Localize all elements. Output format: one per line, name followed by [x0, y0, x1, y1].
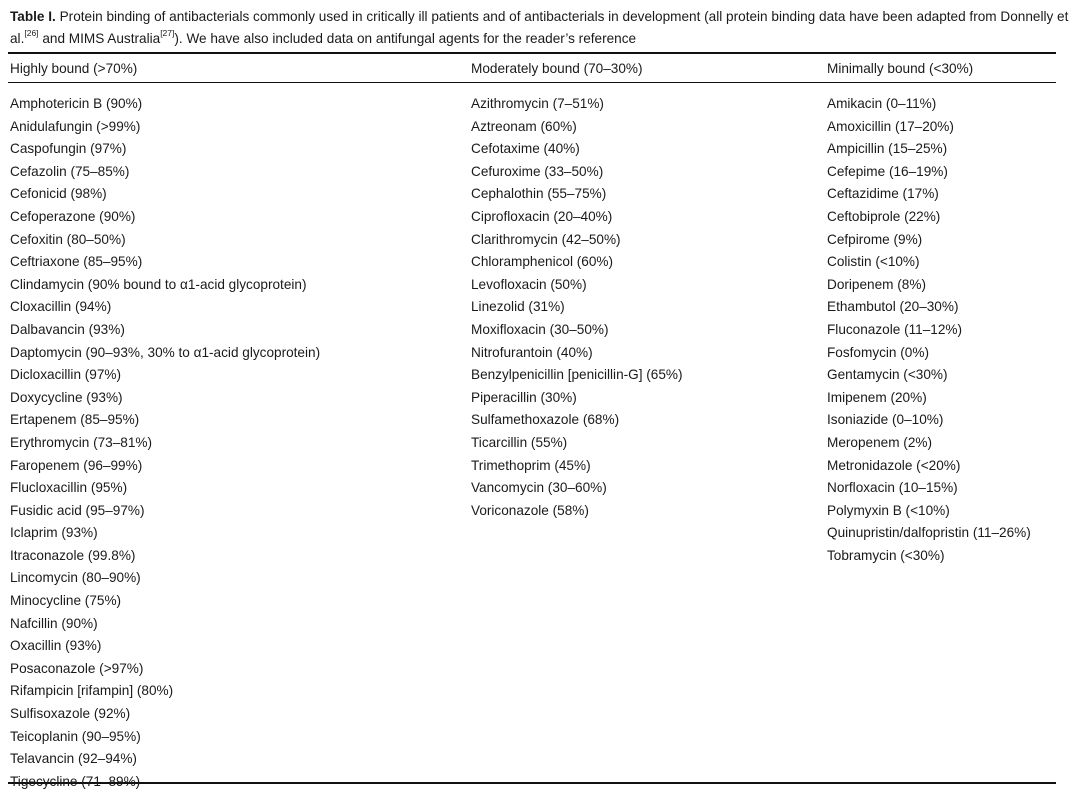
drug-entry: Isoniazide (0–10%): [827, 412, 944, 428]
reference-26[interactable]: [26]: [24, 28, 39, 39]
drug-entry: Linezolid (31%): [471, 299, 565, 315]
drug-entry: Cefoxitin (80–50%): [10, 231, 126, 247]
column-header-moderately-bound: Moderately bound (70–30%): [471, 61, 643, 76]
drug-entry: Ceftobiprole (22%): [827, 208, 941, 224]
drug-entry: Flucloxacillin (95%): [10, 480, 128, 496]
drug-entry: Gentamycin (<30%): [827, 367, 948, 383]
drug-entry: Lincomycin (80–90%): [10, 570, 141, 586]
drug-entry: Iclaprim (93%): [10, 525, 98, 541]
drug-list-moderately-bound: [471, 95, 683, 524]
drug-entry: Ticarcillin (55%): [471, 434, 568, 450]
drug-entry: Benzylpenicillin [penicillin-G] (65%): [471, 367, 683, 383]
drug-entry: Azithromycin (7–51%): [471, 96, 604, 111]
drug-entry: Metronidazole (<20%): [827, 457, 961, 473]
drug-entry: Rifampicin [rifampin] (80%): [10, 683, 174, 699]
drug-entry: Vancomycin (30–60%): [471, 480, 607, 496]
drug-entry: Ertapenem (85–95%): [10, 412, 140, 428]
drug-entry: Amikacin (0–11%): [827, 96, 937, 111]
drug-entry: Cefazolin (75–85%): [10, 163, 130, 179]
drug-entry: Sulfamethoxazole (68%): [471, 412, 620, 428]
drug-entry: Fosfomycin (0%): [827, 344, 929, 360]
drug-entry: Nafcillin (90%): [10, 615, 98, 631]
drug-entry: Dalbavancin (93%): [10, 321, 125, 337]
drug-entry: Clarithromycin (42–50%): [471, 231, 621, 247]
drug-entry: Clindamycin (90% bound to α1-acid glycoprotein): [10, 276, 307, 292]
drug-entry: Ciprofloxacin (20–40%): [471, 208, 613, 224]
table-caption: [10, 6, 1070, 50]
drug-entry: Cephalothin (55–75%): [471, 186, 607, 202]
drug-entry: Levofloxacin (50%): [471, 276, 587, 292]
drug-entry: Cefoperazone (90%): [10, 208, 136, 224]
reference-27[interactable]: [27]: [160, 28, 175, 39]
drug-entry: Amphotericin B (90%): [10, 96, 143, 111]
drug-entry: Tigecycline (71–89%): [10, 773, 141, 789]
table-label: Table I.: [10, 9, 56, 24]
drug-entry: Faropenem (96–99%): [10, 457, 143, 473]
drug-entry: Voriconazole (58%): [471, 502, 589, 518]
drug-entry: Telavancin (92–94%): [10, 751, 137, 767]
drug-entry: Aztreonam (60%): [471, 118, 577, 134]
drug-entry: Piperacillin (30%): [471, 389, 577, 405]
column-minimally-bound: [827, 59, 1031, 569]
drug-entry: Nitrofurantoin (40%): [471, 344, 593, 360]
drug-entry: Sulfisoxazole (92%): [10, 706, 131, 722]
drug-entry: Chloramphenicol (60%): [471, 254, 614, 270]
drug-entry: Dicloxacillin (97%): [10, 367, 122, 383]
drug-entry: Teicoplanin (90–95%): [10, 728, 141, 744]
drug-entry: Norfloxacin (10–15%): [827, 480, 958, 496]
drug-entry: Ceftazidime (17%): [827, 186, 939, 202]
drug-entry: Amoxicillin (17–20%): [827, 118, 954, 134]
column-moderately-bound: [471, 59, 683, 524]
column-header-highly-bound: Highly bound (>70%): [10, 61, 138, 76]
caption-text-a: Protein binding of antibacterials commonly used in critically ill patients and of antibacterials in development (all protein binding data have been adapted from Donnelly et al.: [10, 9, 1069, 46]
drug-entry: Anidulafungin (>99%): [10, 118, 141, 134]
drug-entry: Oxacillin (93%): [10, 638, 102, 654]
drug-list-highly-bound: [10, 95, 320, 795]
drug-entry: Cefepime (16–19%): [827, 163, 948, 179]
table-top-rule: [8, 52, 1056, 54]
drug-entry: Quinupristin/dalfopristin (11–26%): [827, 525, 1031, 541]
drug-entry: Minocycline (75%): [10, 593, 122, 609]
drug-entry: Cloxacillin (94%): [10, 299, 112, 315]
drug-entry: Fluconazole (11–12%): [827, 321, 963, 337]
caption-text-c: ). We have also included data on antifungal agents for the reader’s reference: [174, 31, 637, 46]
drug-entry: Polymyxin B (<10%): [827, 502, 950, 518]
drug-entry: Daptomycin (90–93%, 30% to α1-acid glycoprotein): [10, 344, 321, 360]
drug-entry: Caspofungin (97%): [10, 141, 127, 157]
drug-entry: Ethambutol (20–30%): [827, 299, 959, 315]
drug-entry: Itraconazole (99.8%): [10, 547, 136, 563]
drug-entry: Ampicillin (15–25%): [827, 141, 948, 157]
drug-entry: Trimethoprim (45%): [471, 457, 591, 473]
drug-entry: Doxycycline (93%): [10, 389, 123, 405]
drug-entry: Moxifloxacin (30–50%): [471, 321, 609, 337]
drug-entry: Cefotaxime (40%): [471, 141, 580, 157]
drug-entry: Cefpirome (9%): [827, 231, 923, 247]
drug-entry: Colistin (<10%): [827, 254, 920, 270]
drug-entry: Tobramycin (<30%): [827, 547, 945, 563]
drug-entry: Ceftriaxone (85–95%): [10, 254, 143, 270]
drug-entry: Cefuroxime (33–50%): [471, 163, 604, 179]
drug-entry: Posaconazole (>97%): [10, 660, 144, 676]
column-header-minimally-bound: Minimally bound (<30%): [827, 61, 974, 76]
drug-entry: Doripenem (8%): [827, 276, 926, 292]
drug-entry: Meropenem (2%): [827, 434, 933, 450]
drug-entry: Imipenem (20%): [827, 389, 927, 405]
drug-entry: Cefonicid (98%): [10, 186, 107, 202]
drug-list-minimally-bound: [827, 95, 1031, 569]
drug-entry: Fusidic acid (95–97%): [10, 502, 145, 518]
drug-entry: Erythromycin (73–81%): [10, 434, 153, 450]
caption-text-b: and MIMS Australia: [38, 31, 161, 46]
column-highly-bound: [10, 59, 320, 795]
